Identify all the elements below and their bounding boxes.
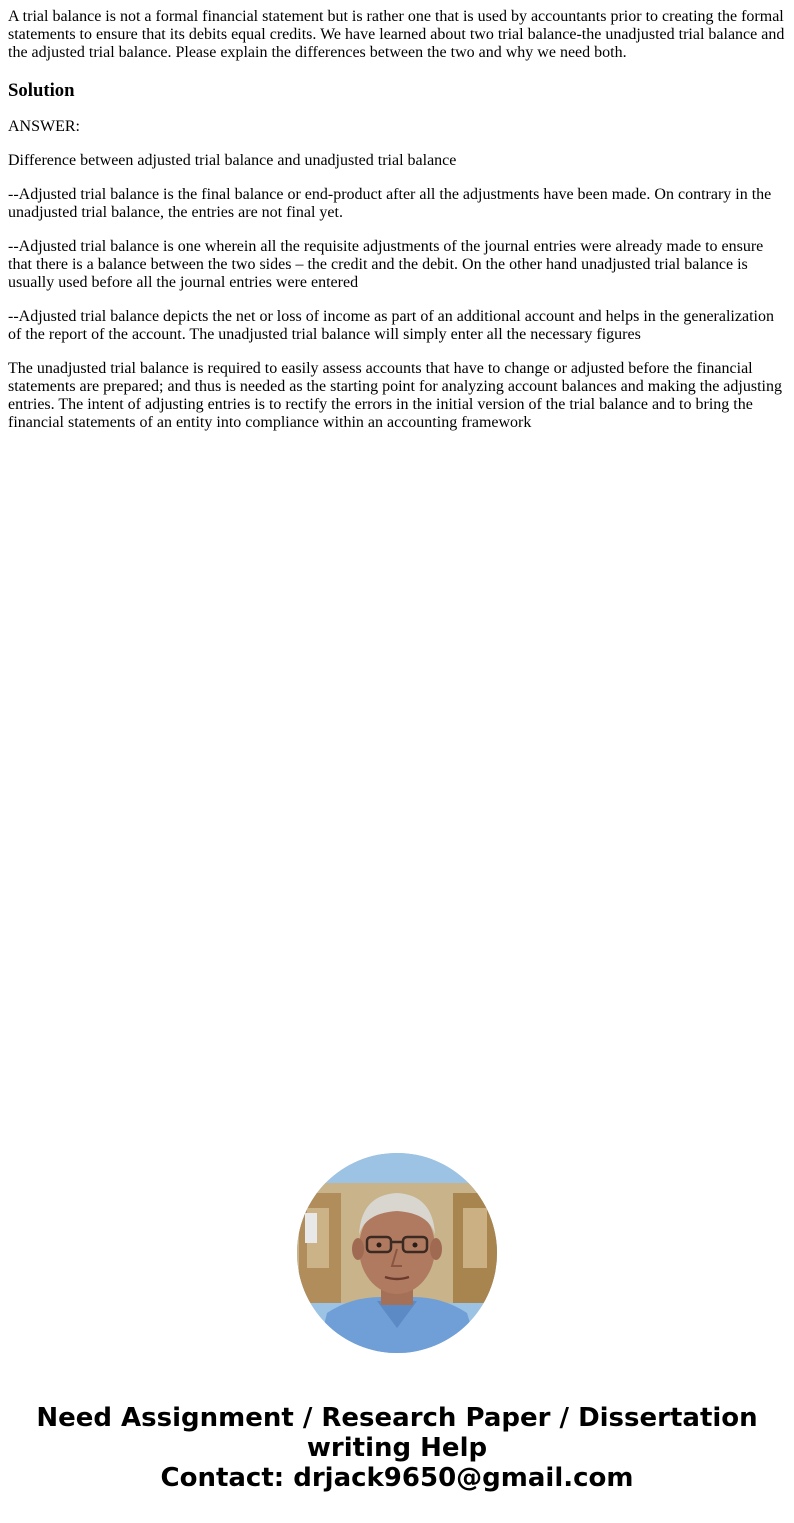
answer-label: ANSWER: [8, 118, 80, 135]
document-body [8, 8, 786, 448]
promo-line-1: Need Assignment / Research Paper / Dissertation [36, 1403, 758, 1433]
author-avatar [297, 1153, 497, 1353]
author-photo [297, 1153, 497, 1353]
answer-intro: Difference between adjusted trial balance and unadjusted trial balance [8, 152, 457, 169]
answer-point: --Adjusted trial balance depicts the net or loss of income as part of an additional account and helps in the generalization of the report of the account. The unadjusted trial balance will simply enter all the necessary figures [8, 308, 774, 343]
answer-point: --Adjusted trial balance is one wherein all the requisite adjustments of the journal entries were already made to ensure that there is a balance between the two sides – the credit and the debit. On the other hand unadjusted trial balance is usually used before all the journal entries were entered [8, 238, 764, 291]
promo-contact: Contact: drjack9650@gmail.com [160, 1463, 634, 1493]
question-text: A trial balance is not a formal financial statement but is rather one that is used by accountants prior to creating the formal statements to ensure that its debits equal credits. We have learned about two trial balance-the unadjusted trial balance and the adjusted trial balance. Please explain the differences between the two and why we need both. [8, 8, 785, 61]
answer-point: --Adjusted trial balance is the final balance or end-product after all the adjustments have been made. On contrary in the unadjusted trial balance, the entries are not final yet. [8, 186, 772, 221]
promo-line-2: writing Help [306, 1433, 488, 1463]
promo-banner [0, 1403, 794, 1493]
solution-heading: Solution [8, 80, 75, 101]
answer-conclusion: The unadjusted trial balance is required to easily assess accounts that have to change or adjusted before the financial statements are prepared; and thus is needed as the starting point for analyzing account balances and making the adjusting entries. The intent of adjusting entries is to rectify the errors in the initial version of the trial balance and to bring the financial statements of an entity into compliance within an accounting framework [8, 360, 782, 431]
